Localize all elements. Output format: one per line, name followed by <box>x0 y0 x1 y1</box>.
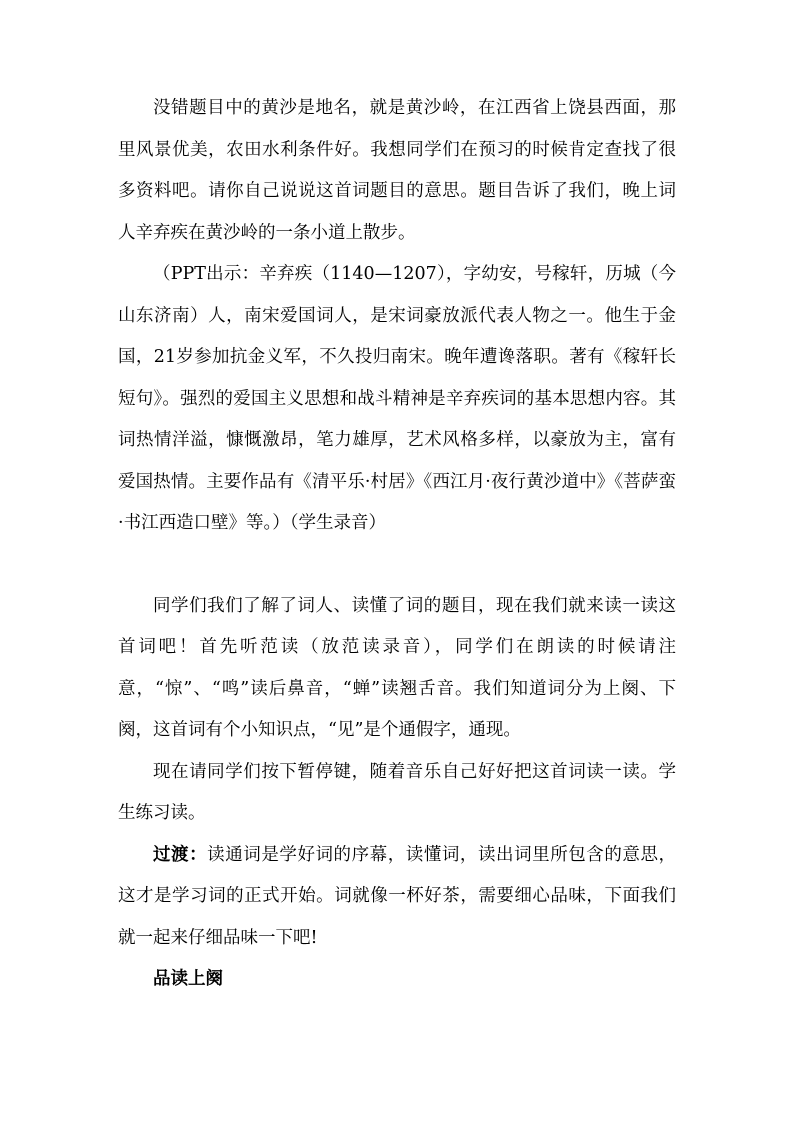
transition-label: 过渡： <box>153 844 208 865</box>
paragraph-transition <box>118 835 676 960</box>
section-heading: 品读上阕 <box>153 969 223 989</box>
spacer <box>118 545 676 586</box>
paragraph-huangsha-intro: 没错题目中的黄沙是地名，就是黄沙岭，在江西省上饶县西面，那里风景优美，农田水利条件好。我想同学们在预习的时候肯定查找了很多资料吧。请你自己说说这首词题目的意思。题目告诉了我们，晚上词人辛弃疾在黄沙岭的一条小道上散步。 <box>118 98 676 243</box>
paragraph-practice-reading: 现在请同学们按下暂停键，随着音乐自己好好把这首词读一读。学生练习读。 <box>118 761 676 823</box>
paragraph-ppt-xinqiji: （PPT出示：辛弃疾（1140—1207），字幼安，号稼轩，历城（今山东济南）人，南宋爱国词人，是宋词豪放派代表人物之一。他生于金国，21岁参加抗金义军，不久投归南宋。晚年遭谗落职。著有《稼轩长短句》。强烈的爱国主义思想和战斗精神是辛弃疾词的基本思想内容。其词热情洋溢，慷慨激昂，笔力雄厚，艺术风格多样，以豪放为主，富有爱国热情。主要作品有《清平乐·村居》《西江月·夜行黄沙道中》《菩萨蛮·书江西造口壁》等。）（学生录音） <box>118 264 676 533</box>
transition-text: 读通词是学好词的序幕，读懂词，读出词里所包含的意思，这才是学习词的正式开始。词就像一杯好茶，需要细心品味，下面我们就一起来仔细品味一下吧! <box>118 844 677 948</box>
paragraph-reading-guide: 同学们我们了解了词人、读懂了词的题目，现在我们就来读一读这首词吧！首先听范读（放范读录音），同学们在朗读的时候请注意，“惊”、“鸣”读后鼻音，“蝉”读翘舌音。我们知道词分为上阕、下阕，这首词有个小知识点，“见”是个通假字，通现。 <box>118 595 676 740</box>
